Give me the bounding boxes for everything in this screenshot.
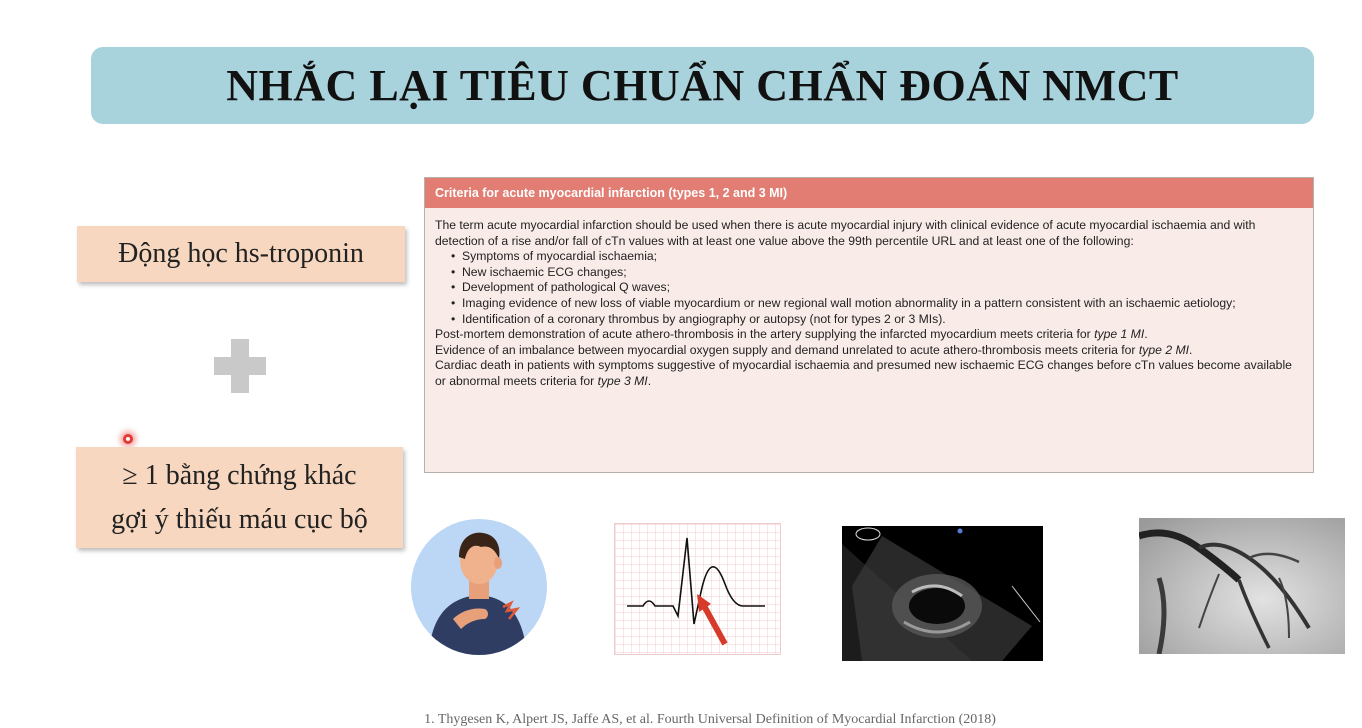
criteria-bullet: • Identification of a coronary thrombus by angiography or autopsy (not for types 2 or 3 MIs). [451,312,1303,328]
type3-criteria: Cardiac death in patients with symptoms suggestive of myocardial ischaemia and presumed new ischaemic ECG changes before cTn values become available or abnormal meets criteria for type 3 MI. [435,358,1292,388]
ischemia-label-line1: ≥ 1 bằng chứng khác [122,459,357,491]
criteria-list [435,249,1303,327]
ecg-illustration [614,523,781,655]
plus-icon [214,339,266,393]
criteria-intro: The term acute myocardial infarction should be used when there is acute myocardial injury with clinical evidence of acute myocardial ischaemia and with detection of a rise and/or fall of cTn values with at least one value above the 99th percentile URL and at least one of the following: [435,218,1256,248]
criteria-body [425,208,1313,390]
reference-citation: 1. Thygesen K, Alpert JS, Jaffe AS, et al. Fourth Universal Definition of Myocardial Infarction (2018) [424,712,996,727]
title-banner [91,47,1314,124]
ischemia-label-line2: gợi ý thiếu máu cục bộ [111,503,368,535]
type1-criteria: Post-mortem demonstration of acute athero-thrombosis in the artery supplying the infarcted myocardium meets criteria for type 1 MI. [435,327,1148,342]
criteria-header: Criteria for acute myocardial infarction (types 1, 2 and 3 MI) [425,178,1313,208]
criteria-bullet: • Development of pathological Q waves; [451,280,1303,296]
coronary-angiogram-image [1139,518,1345,654]
type2-criteria: Evidence of an imbalance between myocardial oxygen supply and demand unrelated to acute athero-thrombosis meets criteria for type 2 MI. [435,342,1193,357]
troponin-box [77,226,405,282]
criteria-bullet: • Symptoms of myocardial ischaemia; [451,249,1303,265]
laser-pointer-icon [123,434,133,444]
troponin-label: Động học hs-troponin [118,238,364,269]
criteria-table [424,177,1314,473]
criteria-bullet: • Imaging evidence of new loss of viable myocardium or new regional wall motion abnormality in a pattern consistent with an ischaemic aetiology; [451,296,1303,312]
echocardiogram-image [842,526,1043,661]
chest-pain-illustration [411,519,547,655]
ischemia-evidence-box [76,447,403,548]
criteria-bullet: • New ischaemic ECG changes; [451,265,1303,281]
slide-title: NHẮC LẠI TIÊU CHUẨN CHẨN ĐOÁN NMCT [226,61,1179,110]
